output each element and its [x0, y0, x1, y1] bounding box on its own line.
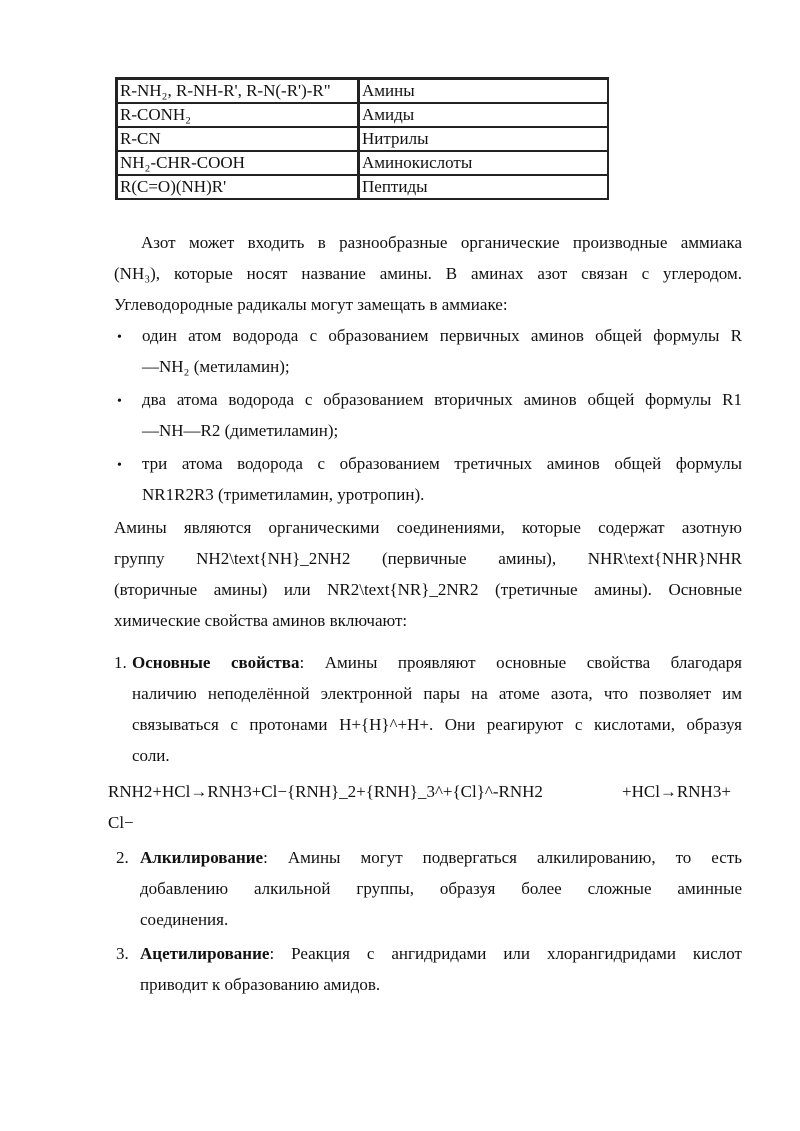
list-item-1-line-4: соли. — [132, 746, 170, 765]
amines-line-3: (вторичные амины) или NR2\text{NR}_2NR2 (третичные амины). Основные — [114, 580, 742, 599]
bullet-marker: • — [117, 330, 122, 345]
bullet-1-line-2: —NH₂ (метиламин); — [142, 357, 290, 376]
list-number: 3. — [116, 944, 129, 963]
list-item-1-line-3: связываться с протонами H+{H}^+H+. Они реагируют с кислотами, образуя — [132, 715, 742, 734]
amines-line-1: Амины являются органическими соединениями, которые содержат азотную — [114, 518, 742, 537]
formula-cell: R-CONH₂ — [117, 103, 359, 127]
table-row — [117, 127, 608, 151]
list-item-3-line-2: приводит к образованию амидов. — [140, 975, 381, 994]
list-item-3-text: : Реакция с ангидридами или хлорангидридами кислот — [269, 944, 742, 963]
bullet-marker: • — [117, 394, 122, 409]
list-item-2-line-2: добавлению алкильной группы, образуя более сложные аминные — [140, 879, 742, 898]
intro-line-2: (NH₃), которые носят название амины. В аминах азот связан с углеродом. — [114, 264, 742, 283]
list-item-2-title: Алкилирование — [140, 848, 264, 867]
table-row — [117, 79, 608, 103]
formula-table — [115, 77, 609, 200]
intro-line-1: Азот может входить в разнообразные органические производные аммиака — [141, 233, 742, 252]
list-number: 2. — [116, 848, 129, 867]
class-cell: Пептиды — [359, 175, 608, 199]
list-item-1-title: Основные свойства — [132, 653, 300, 672]
class-cell: Амиды — [359, 103, 608, 127]
table-row — [117, 103, 608, 127]
list-item-2-line-1 — [140, 842, 742, 873]
bullet-3-line-2: NR1R2R3 (триметиламин, уротропин). — [142, 485, 425, 504]
bullet-1-line-1: один атом водорода с образованием первичных аминов общей формулы R — [142, 326, 742, 345]
class-cell: Амины — [359, 79, 608, 103]
formula-cell: R-NH₂, R-NH-R', R-N(-R')-R" — [117, 79, 359, 103]
reaction-line-1b: +HCl→RNH3+ — [622, 782, 731, 801]
reaction-line-2: Cl− — [108, 813, 134, 832]
formula-cell: R(C=O)(NH)R' — [117, 175, 359, 199]
class-cell: Нитрилы — [359, 127, 608, 151]
table-row — [117, 151, 608, 175]
amines-line-4: химические свойства аминов включают: — [114, 611, 408, 630]
amines-line-2: группу NH2\text{NH}_2NH2 (первичные амины), NHR\text{NHR}NHR — [114, 549, 742, 568]
class-cell: Аминокислоты — [359, 151, 608, 175]
list-item-3-title: Ацетилирование — [140, 944, 270, 963]
table-row — [117, 175, 608, 199]
bullet-2-line-1: два атома водорода с образованием вторичных аминов общей формулы R1 — [142, 390, 742, 409]
list-item-1-text: : Амины проявляют основные свойства благодаря — [299, 653, 743, 672]
list-item-2-line-3: соединения. — [140, 910, 229, 929]
list-number: 1. — [114, 653, 127, 672]
list-item-1-line-1 — [132, 647, 742, 678]
list-item-2-text: : Амины могут подвергаться алкилированию, то есть — [263, 848, 742, 867]
list-item-1-line-2: наличию неподелённой электронной пары на атоме азота, что позволяет им — [132, 684, 742, 703]
formula-cell: R-CN — [117, 127, 359, 151]
intro-line-3: Углеводородные радикалы могут замещать в аммиаке: — [114, 295, 508, 314]
reaction-line-1a: RNH2+HCl→RNH3+Cl−{RNH}_2+{RNH}_3^+{Cl}^-RNH2 — [108, 782, 543, 801]
bullet-marker: • — [117, 458, 122, 473]
bullet-3-line-1: три атома водорода с образованием третичных аминов общей формулы — [142, 454, 742, 473]
bullet-2-line-2: —NH—R2 (диметиламин); — [142, 421, 339, 440]
formula-cell: NH₂-CHR-COOH — [117, 151, 359, 175]
list-item-3-line-1 — [140, 938, 742, 969]
